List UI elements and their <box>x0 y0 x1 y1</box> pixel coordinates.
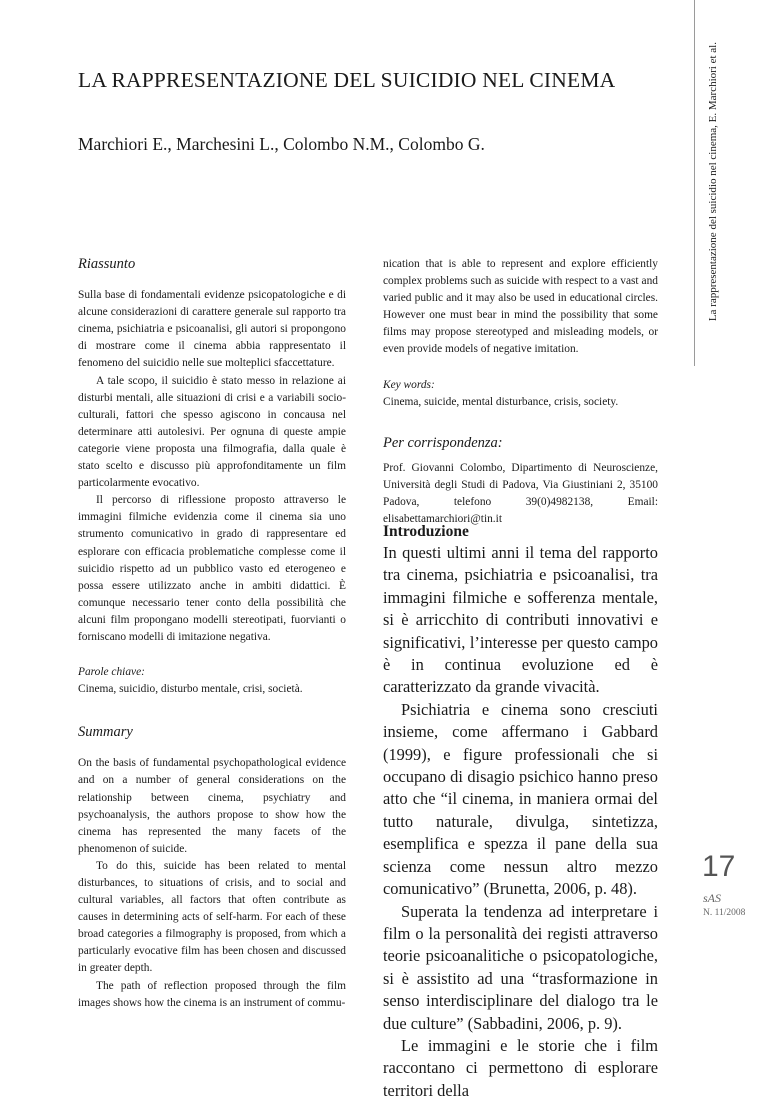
journal-name: sAS <box>703 891 721 905</box>
correspondence-heading: Per corrispondenza: <box>383 434 503 451</box>
introduction-paragraph: Superata la tendenza ad interpretare i film o la personalità dei registi attraverso teorie psicoanalitiche o psicopatologiche, si è assistito ad una “trasformazione in senso interdisciplinare del dialogo tra le due culture” (Sabbadini, 2006, p. 9). <box>383 901 658 1033</box>
introduction-paragraph: Le immagini e le storie che i film raccontano ci permettono di esplorare territori della <box>383 1035 658 1100</box>
left-column <box>78 256 346 1012</box>
introduction-paragraph: In questi ultimi anni il tema del rapporto tra cinema, psichiatria e psicoanalisi, tra immagini filmiche e sofferenza mentale, si è arricchito di contributi innovativi e significativi, l’interesse per questo campo è in continua evoluzione ed è caratterizzato da grande vivacità. <box>383 543 658 697</box>
right-column-top <box>383 256 658 528</box>
running-head: La rappresentazione del suicidio nel cinema, E. Marchiori et al. <box>707 42 719 322</box>
summary-paragraph: To do this, suicide has been related to mental disturbances, to situations of crisis, and to social and cultural variables, all factors that often contribute as causes in determining acts of self-harm. For each of these broad categories a filmography is proposed, from which a particularly evocative film has been chosen and discussed in greater depth. <box>78 859 346 975</box>
riassunto-paragraph: Sulla base di fondamentali evidenze psicopatologiche e di alcune considerazioni di carattere generale sul rapporto tra cinema, psichiatria e psicoanalisi, gli autori si propongono di mostrare come il cinema abbia rappresentato il fenomeno del suicidio nelle sue molteplici sfaccettature. <box>78 289 346 370</box>
riassunto-paragraph: A tale scopo, il suicidio è stato messo in relazione ai disturbi mentali, alle situazioni di crisi e a variabili socio-culturali, fattori che spesso agiscono in concausa nel determinare atti autolesivi. Per ognuna di queste ampie categorie viene proposta una filmografia, dalla quale è stato scelto e discusso più approfonditamente un film particolarmente evocativo. <box>78 374 346 490</box>
riassunto-heading: Riassunto <box>78 256 136 272</box>
summary-keywords: Cinema, suicide, mental disturbance, crisis, society. <box>383 395 619 408</box>
journal-issue: N. 11/2008 <box>703 908 746 918</box>
margin-rule <box>694 0 695 366</box>
introduction-section <box>383 522 658 1102</box>
summary-continuation: nication that is able to represent and explore efficiently complex problems such as suicide with respect to a vast and varied public and it may also be used in educational circles. However one must bear in mind the possibility that some films may propose stereotyped and misleading models, or even provide models of negative imitation. <box>383 258 658 356</box>
summary-keywords-label: Key words: <box>383 378 435 391</box>
summary-heading: Summary <box>78 724 133 741</box>
riassunto-keywords: Cinema, suicidio, disturbo mentale, crisi, società. <box>78 683 303 696</box>
correspondence-text: Prof. Giovanni Colombo, Dipartimento di Neuroscienze, Università degli Studi di Padova, Via Giustiniani 2, 35100 Padova, telefono 39(0)4982138, Email: elisabettamarchiori@tin.it <box>383 461 658 526</box>
summary-paragraph: On the basis of fundamental psychopathological evidence and on a number of general considerations on the relationship between cinema, psychiatry and psychoanalysis, the authors propose to show how the cinema has represented the many facets of the phenomenon of suicide. <box>78 757 346 855</box>
riassunto-paragraph: Il percorso di riflessione proposto attraverso le immagini filmiche evidenzia come il cinema sia uno strumento comunicativo in grado di rappresentare ed esplorare con efficacia problematiche complesse come il suicidio rispetto ad un pubblico vasto ed eterogeneo e possa essere utilizzato anche in ambiti didattici. È comunque necessario tener conto della possibilità che alcuni film propongano modelli stereotipati, fuorvianti o forniscano modelli di imitazione negativa. <box>78 494 346 643</box>
page-number: 17 <box>702 850 736 883</box>
article-title: LA RAPPRESENTAZIONE DEL SUICIDIO NEL CINEMA <box>78 68 616 92</box>
summary-paragraph: The path of reflection proposed through the film images shows how the cinema is an instrument of commu- <box>78 979 346 1009</box>
introduction-paragraph: Psichiatria e cinema sono cresciuti insieme, come affermano i Gabbard (1999), e figure professionali che si occupano di disagio psichico hanno preso atto che “il cinema, in maniera ormai del tutto naturale, divulga, sintetizza, esemplifica e spezza il pane della sua scienza come nessun altro mezzo comunicativo” (Brunetta, 2006, p. 48). <box>383 699 658 899</box>
running-head-container <box>702 42 724 366</box>
riassunto-keywords-label: Parole chiave: <box>78 666 145 679</box>
article-authors: Marchiori E., Marchesini L., Colombo N.M., Colombo G. <box>78 134 485 154</box>
introduction-heading: Introduzione <box>383 523 469 540</box>
